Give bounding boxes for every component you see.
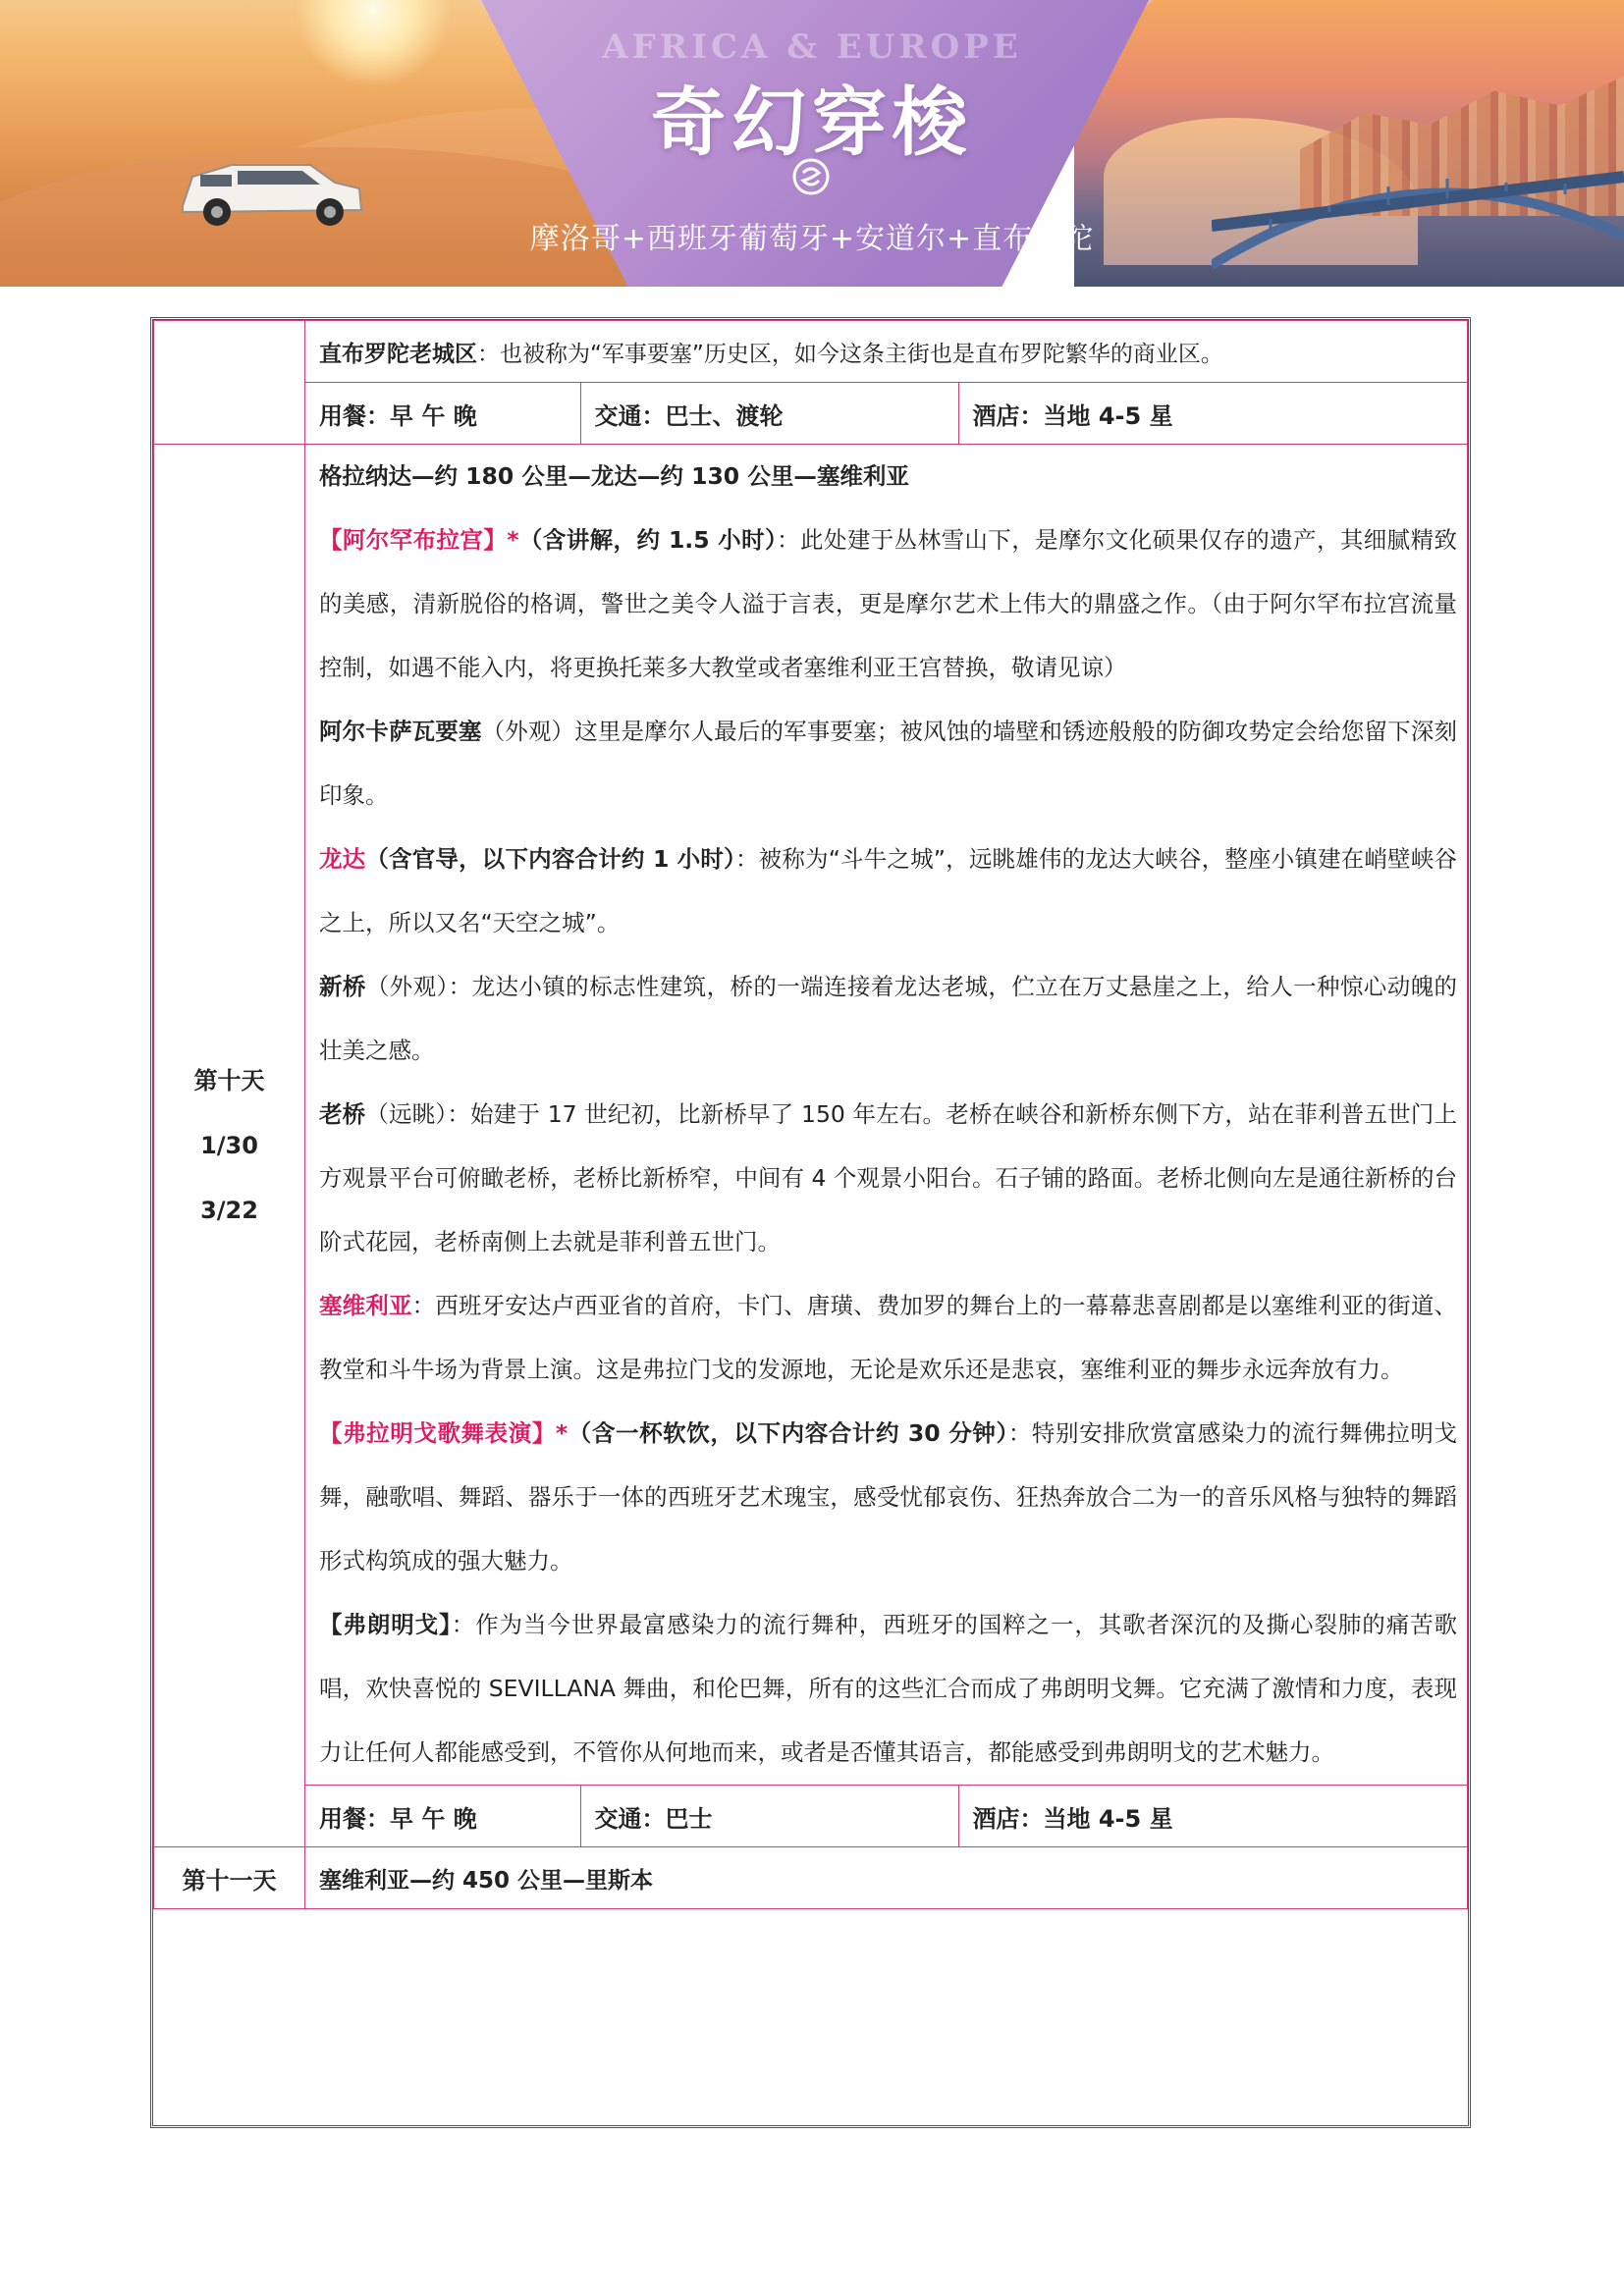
paragraph-flamenco-show bbox=[319, 1402, 1457, 1593]
paragraph-alcazaba bbox=[319, 700, 1457, 828]
day-route: 格拉纳达—约 180 公里—龙达—约 130 公里—塞维利亚 bbox=[319, 462, 909, 490]
old-bridge-text: （远眺）：始建于 17 世纪初，比新桥早了 150 年左右。老桥在峡谷和新桥东侧下方，站在菲利普五世门上方观景平台可俯瞰老桥，老桥比新桥窄，中间有 4 个观景小阳台。石子铺的路面。老桥北侧向左是通往新桥的台阶式花园，老桥南侧上去就是菲利普五世门。 bbox=[319, 1100, 1457, 1255]
day-label: 第十一天 bbox=[182, 1866, 277, 1895]
banner-title: 奇幻穿梭 bbox=[651, 79, 973, 166]
flamenco-text: ：作为当今世界最富感染力的流行舞种，西班牙的国粹之一，其歌者深沉的及撕心裂肺的痛苦歌唱，欢快喜悦的 SEVILLANA 舞曲，和伦巴舞，所有的这些汇合而成了弗朗明戈舞。它充满了激情和力度，表现力让任何人都能感受到，不管你从何地而来，或者是否懂其语言，都能感受到弗朗明戈的艺术魅力。 bbox=[319, 1611, 1458, 1766]
seville-title: 塞维利亚 bbox=[319, 1292, 412, 1319]
flamenco-show-note: （含一杯软饮，以下内容合计约 30 分钟） bbox=[568, 1419, 1008, 1447]
new-bridge-text: （外观）：龙达小镇的标志性建筑，桥的一端连接着龙达老城，伫立在万丈悬崖之上，给人一种惊心动魄的壮美之感。 bbox=[319, 973, 1458, 1064]
day-date: 1/30 bbox=[200, 1132, 258, 1159]
seville-text: ：西班牙安达卢西亚省的首府，卡门、唐璜、费加罗的舞台上的一幕幕悲喜剧都是以塞维利亚的街道、教堂和斗牛场为背景上演。这是弗拉门戈的发源地，无论是欢乐还是悲哀，塞维利亚的舞步永远奔放有力。 bbox=[319, 1292, 1457, 1383]
meal-cell bbox=[305, 1786, 1468, 1847]
paragraph-alhambra bbox=[319, 508, 1457, 700]
paragraph-ronda bbox=[319, 828, 1457, 955]
place-desc: ：也被称为“军事要塞”历史区，如今这条主街也是直布罗陀繁华的商业区。 bbox=[477, 341, 1223, 367]
new-bridge-title: 新桥 bbox=[319, 973, 366, 1000]
alhambra-note: （含讲解，约 1.5 小时） bbox=[518, 526, 778, 554]
banner-subtitle: 摩洛哥+西班牙葡萄牙+安道尔+直布罗陀 bbox=[529, 222, 1095, 256]
content-cell bbox=[305, 321, 1468, 383]
header-banner bbox=[0, 0, 1624, 287]
table-row bbox=[154, 1847, 1468, 1909]
ronda-note: （含官导，以下内容合计约 1 小时） bbox=[365, 845, 735, 873]
place-title: 直布罗陀老城区 bbox=[319, 341, 477, 367]
meal-cell bbox=[305, 383, 1468, 445]
hotel-info: 酒店：当地 4-5 星 bbox=[958, 1786, 1467, 1846]
day-date: 3/22 bbox=[200, 1197, 258, 1224]
day-label: 第十天 bbox=[193, 1067, 265, 1095]
flamenco-title: 【弗朗明戈】 bbox=[319, 1611, 452, 1638]
day-cell-empty bbox=[154, 321, 305, 445]
alhambra-title: 【阿尔罕布拉宫】* bbox=[319, 526, 519, 554]
content-cell bbox=[305, 445, 1468, 1786]
alcazaba-title: 阿尔卡萨瓦要塞 bbox=[319, 718, 482, 745]
paragraph-new-bridge bbox=[319, 955, 1457, 1083]
logo-icon bbox=[791, 157, 831, 196]
table-row bbox=[154, 321, 1468, 383]
transport-info: 交通：巴士 bbox=[580, 1786, 958, 1846]
flamenco-show-text: ：特别安排欣赏富感染力的流行舞佛拉明戈舞，融歌唱、舞蹈、器乐于一体的西班牙艺术瑰宝，感受忧郁哀伤、狂热奔放合二为一的音乐风格与独特的舞蹈形式构筑成的强大魅力。 bbox=[319, 1419, 1457, 1575]
day-cell bbox=[154, 1847, 305, 1909]
meals-info: 用餐：早 午 晚 bbox=[319, 401, 477, 430]
itinerary-frame bbox=[150, 317, 1471, 2128]
banner-bg-text: AFRICA & EUROPE bbox=[602, 27, 1022, 67]
flamenco-show-title: 【弗拉明戈歌舞表演】* bbox=[319, 1419, 568, 1447]
alhambra-text: ：此处建于丛林雪山下，是摩尔文化硕果仅存的遗产，其细腻精致的美感，清新脱俗的格调，警世之美令人溢于言表，更是摩尔艺术上伟大的鼎盛之作。（由于阿尔罕布拉宫流量控制，如遇不能入内，将更换托莱多大教堂或者塞维利亚王宫替换，敬请见谅） bbox=[319, 526, 1457, 681]
meal-row bbox=[154, 1786, 1468, 1847]
old-bridge-title: 老桥 bbox=[319, 1100, 366, 1128]
ronda-text: ：被称为“斗牛之城”，远眺雄伟的龙达大峡谷，整座小镇建在峭壁峡谷之上，所以又名“天空之城”。 bbox=[319, 845, 1458, 936]
day-route: 塞维利亚—约 450 公里—里斯本 bbox=[305, 1847, 1468, 1909]
table-row bbox=[154, 445, 1468, 1786]
hotel-info: 酒店：当地 4-5 星 bbox=[958, 383, 1467, 444]
meal-row bbox=[154, 383, 1468, 445]
meals-info: 用餐：早 午 晚 bbox=[319, 1804, 477, 1833]
paragraph-flamenco bbox=[319, 1593, 1457, 1785]
transport-info: 交通：巴士、渡轮 bbox=[580, 383, 958, 444]
paragraph-old-bridge bbox=[319, 1083, 1457, 1274]
day-cell bbox=[154, 445, 305, 1847]
ronda-title: 龙达 bbox=[319, 845, 366, 873]
alcazaba-text: （外观）这里是摩尔人最后的军事要塞；被风蚀的墙壁和锈迹般般的防御攻势定会给您留下深刻印象。 bbox=[319, 718, 1457, 809]
paragraph-seville bbox=[319, 1274, 1457, 1402]
itinerary-table bbox=[153, 320, 1468, 1909]
